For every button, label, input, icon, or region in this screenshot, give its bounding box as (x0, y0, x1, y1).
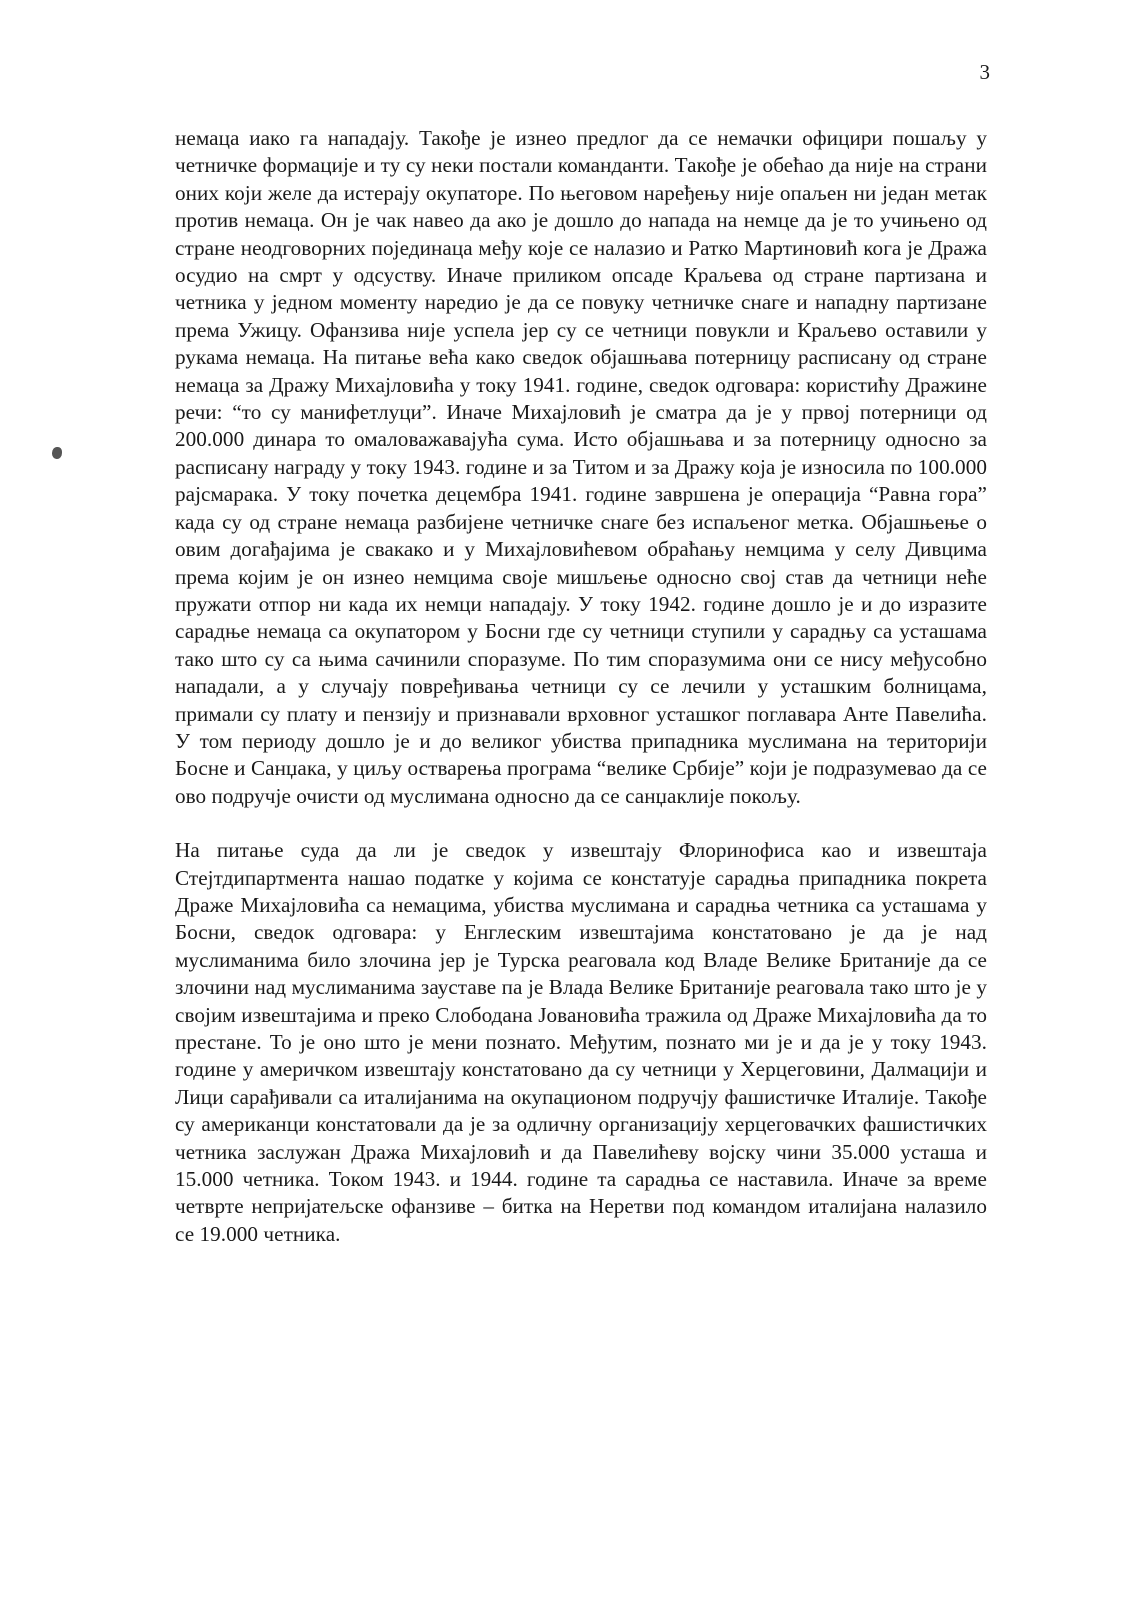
page-number: 3 (979, 60, 990, 84)
document-body (175, 125, 987, 1248)
paragraph-2: На питање суда да ли је сведок у извештају Флоринофиса као и извештаја Стејтдипартмента нашао податке у којима се констатује сарадња припадника покрета Драже Михајловића са немацима, убиства муслимана и сарадња четника са усташама у Босни, сведок одговара: у Енглеским извештајима констатовано је да је над муслиманима било злочина јер је Турска реаговала код Владе Велике Британије да се злочини над муслиманима зауставе па је Влада Велике Британије реаговала тако што је у својим извештајима и преко Слободана Јовановића тражила од Драже Михајловића да то престане. То је оно што је мени познато. Међутим, познато ми је и да је у току 1943. године у америчком извештају констатовано да су четници у Херцеговини, Далмацији и Лици сарађивали са италијанима на окупационом подручју фашистичке Италије. Такође су американци констатовали да је за одличну организацију херцеговачких фашистичких четника заслужан Дража Михајловић и да Павелићеву војску чини 35.000 усташа и 15.000 четника. Током 1943. и 1944. године та сарадња се наставила. Иначе за време четврте непријатељске офанзиве – битка на Неретви под командом италијана налазило се 19.000 четника. (175, 838, 987, 1246)
scan-speck (52, 447, 62, 459)
paragraph-1: немаца иако га нападају. Такође је изнео предлог да се немачки официри пошаљу у четничке формације и ту су неки постали команданти. Такође је обећао да није на страни оних који желе да истерају окупаторе. По његовом наређењу није опаљен ни један метак против немаца. Он је чак навео да ако је дошло до напада на немце да је то учињено од стране неодговорних појединаца међу које се налазио и Ратко Мартиновић кога је Дража осудио на смрт у одсуству. Иначе приликом опсаде Краљева од стране партизана и четника у једном моменту наредио је да се повуку четничке снаге и нападну партизане према Ужицу. Офанзива није успела јер су се четници повукли и Краљево оставили у рукама немаца. На питање већа како сведок објашњава потерницу расписану од стране немаца за Дражу Михајловића у току 1941. године, сведок одговара: користићу Дражине речи: “то су манифетлуци”. Иначе Михајловић је сматра да је у првој потерници од 200.000 динара то омаловажавајућа сума. Исто објашњава и за потерницу односно за расписану награду у току 1943. године и за Титом и за Дражу која је износила по 100.000 рајсмарака. У току почетка децембра 1941. године завршена је операција “Равна гора” када су од стране немаца разбијене четничке снаге без испаљеног метка. Објашњење о овим догађајима је свакако и у Михајловићевом обраћању немцима у селу Дивцима према којим је он изнео немцима своје мишљење односно свој став да четници неће пружати отпор ни када их немци нападају. У току 1942. године дошло је и до изразите сарадње немаца са окупатором у Босни где су четници ступили у сарадњу са усташама тако што су са њима сачинили споразуме. По тим споразумима они се нису међусобно нападали, а у случају повређивања четници су се лечили у усташким болницама, примали су плату и пензију и признавали врховног усташког поглавара Анте Павелића. У том периоду дошло је и до великог убиства припадника муслимана на територији Босне и Санџака, у циљу остварења програма “велике Србије” који је подразумевао да се ово подручје очисти од муслимана односно да се санџаклије покољу. (175, 126, 987, 808)
